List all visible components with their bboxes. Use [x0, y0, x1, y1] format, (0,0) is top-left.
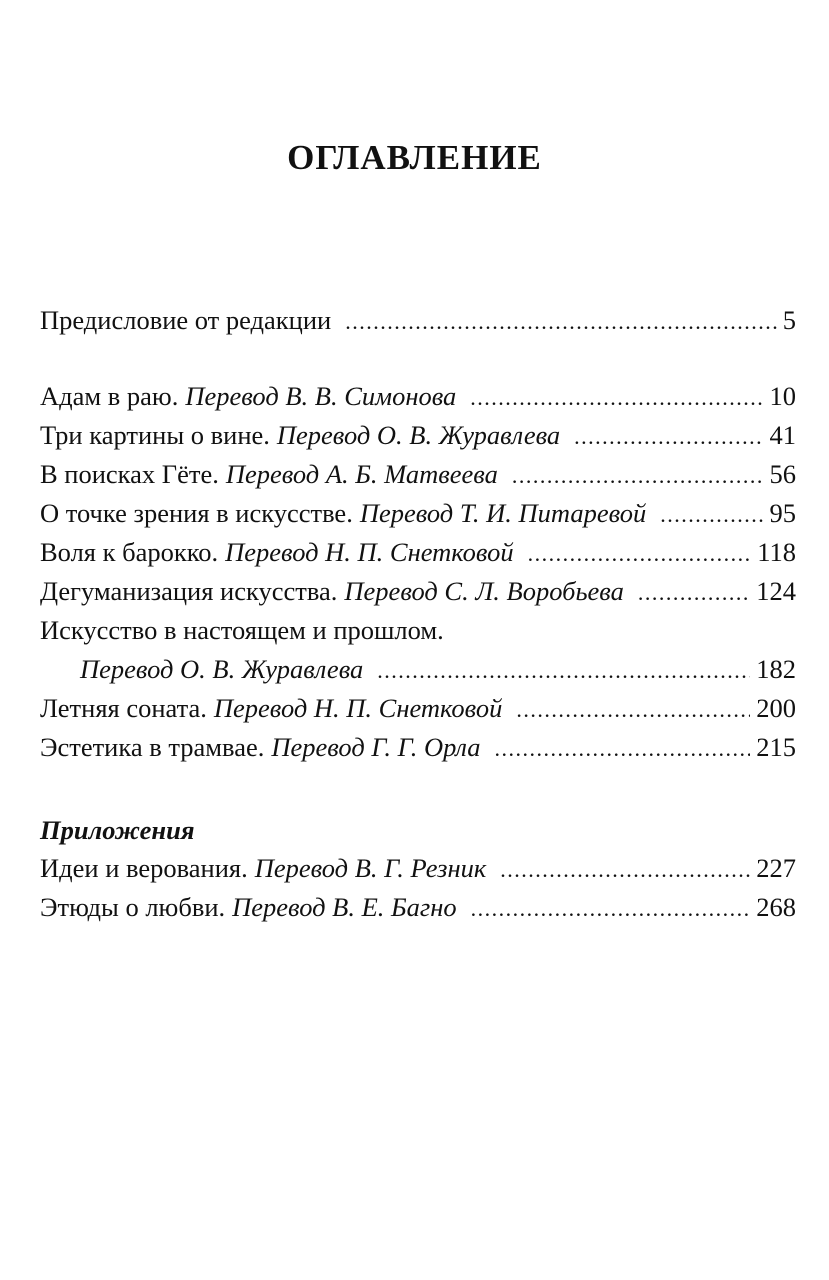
dot-leader [495, 731, 751, 767]
entry-translator: Перевод С. Л. Воробьева [344, 576, 624, 606]
entry-page-number: 5 [782, 305, 796, 335]
entry-translator: Перевод В. Е. Багно [232, 892, 457, 922]
entry-translator: Перевод Г. Г. Орла [271, 732, 481, 762]
entry-translator: Перевод О. В. Журавлева [80, 654, 364, 684]
toc-entry [40, 889, 796, 925]
entry-title: Идеи и верования. [40, 853, 248, 883]
entry-page-number: 215 [756, 732, 796, 762]
entry-page-number: 124 [756, 576, 796, 606]
dot-leader [345, 304, 777, 340]
toc-entry [40, 729, 796, 765]
toc-entry [40, 456, 796, 492]
entry-title: Эстетика в трамвае. [40, 732, 265, 762]
entry-page-number: 41 [769, 420, 796, 450]
entry-title: В поисках Гёте. [40, 459, 219, 489]
entry-translator: Перевод А. Б. Матвеева [225, 459, 498, 489]
toc-entry [40, 302, 796, 338]
entry-title: Летняя соната. [40, 693, 207, 723]
appendix-heading: Приложения [40, 815, 195, 845]
entry-title: О точке зрения в искусстве. [40, 498, 353, 528]
entry-page-number: 118 [757, 537, 796, 567]
toc-entry [40, 690, 796, 726]
entry-title: Три картины о вине. [40, 420, 270, 450]
entry-translator: Перевод Т. И. Питаревой [359, 498, 647, 528]
entry-page-number: 200 [756, 693, 796, 723]
entry-page-number: 56 [769, 459, 796, 489]
dot-leader [528, 536, 752, 572]
toc-entry [40, 534, 796, 570]
entry-page-number: 10 [769, 381, 796, 411]
toc-entry [40, 378, 796, 414]
entry-title: Воля к барокко. [40, 537, 219, 567]
entry-title: Этюды о любви. [40, 892, 226, 922]
entry-translator: Перевод Н. П. Снетковой [225, 537, 514, 567]
dot-leader [574, 419, 763, 455]
dot-leader [500, 852, 750, 888]
dot-leader [470, 380, 763, 416]
toc-entry [40, 850, 796, 886]
toc-entry [40, 495, 796, 531]
entry-page-number: 95 [769, 498, 796, 528]
dot-leader [512, 458, 764, 494]
dot-leader [638, 575, 750, 611]
toc-entry-continuation [80, 651, 796, 687]
entry-translator: Перевод Н. П. Снетковой [213, 693, 503, 723]
entry-translator: Перевод В. Г. Резник [254, 853, 487, 883]
entry-page-number: 268 [756, 892, 796, 922]
toc-entry [40, 573, 796, 609]
entry-translator: Перевод В. В. Симонова [185, 381, 457, 411]
entry-title: Адам в раю. [40, 381, 179, 411]
page-title: ОГЛАВЛЕНИЕ [287, 138, 542, 177]
entry-title: Предисловие от редакции [40, 305, 332, 335]
entry-translator: Перевод О. В. Журавлева [276, 420, 561, 450]
entry-title: Дегуманизация искусства. [40, 576, 338, 606]
entry-page-number: 227 [756, 853, 796, 883]
dot-leader [516, 692, 750, 728]
entry-title: Искусство в настоящем и прошлом. [40, 615, 444, 645]
dot-leader [471, 891, 751, 927]
toc-entry [40, 417, 796, 453]
entry-page-number: 182 [756, 654, 796, 684]
toc-entry-title-line [40, 612, 796, 648]
dot-leader [377, 653, 750, 689]
dot-leader [660, 497, 763, 533]
